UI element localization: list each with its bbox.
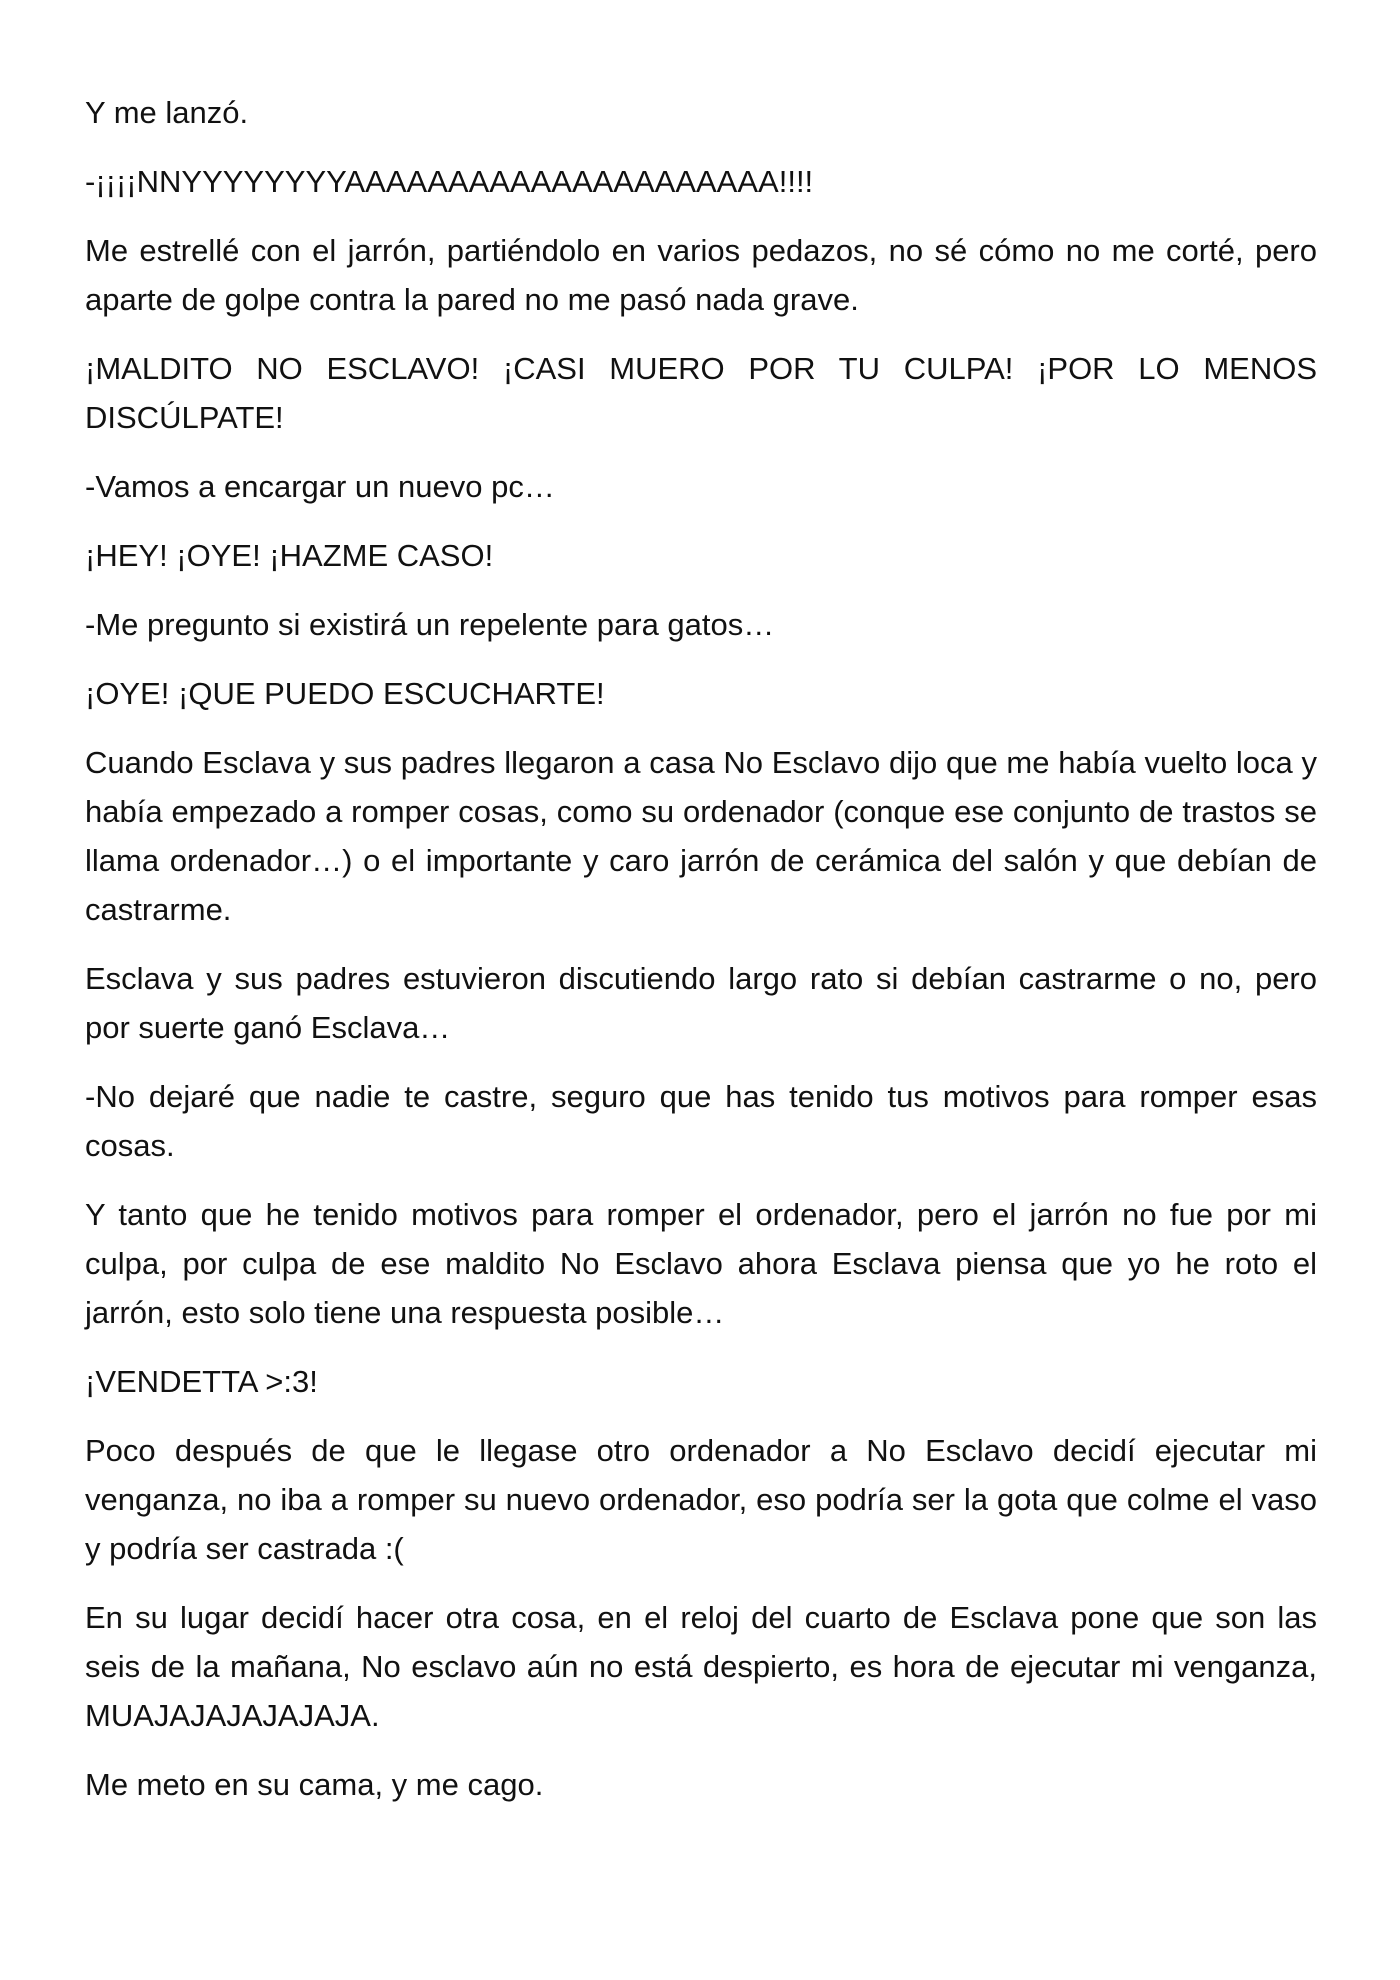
paragraph-9: Cuando Esclava y sus padres llegaron a casa No Esclavo dijo que me había vuelto loca y había empezado a romper cosas, como su ordenador (conque ese conjunto de trastos se llama ordenador…) o el importante y caro jarrón de cerámica del salón y que debían de castrarme.	[85, 745, 1317, 927]
paragraph-7: -Me pregunto si existirá un repelente para gatos…	[85, 607, 775, 642]
paragraph-8: ¡OYE! ¡QUE PUEDO ESCUCHARTE!	[85, 676, 605, 711]
paragraph-6: ¡HEY! ¡OYE! ¡HAZME CASO!	[85, 538, 494, 573]
paragraph-13: ¡VENDETTA >:3!	[85, 1364, 318, 1399]
paragraph-2: -¡¡¡¡NNYYYYYYYYAAAAAAAAAAAAAAAAAAAAA!!!!	[85, 164, 814, 199]
paragraph-10: Esclava y sus padres estuvieron discutiendo largo rato si debían castrarme o no, pero por suerte ganó Esclava…	[85, 961, 1317, 1045]
paragraph-4: ¡MALDITO NO ESCLAVO! ¡CASI MUERO POR TU CULPA! ¡POR LO MENOS DISCÚLPATE!	[85, 351, 1317, 435]
paragraph-16: Me meto en su cama, y me cago.	[85, 1767, 544, 1802]
paragraph-15: En su lugar decidí hacer otra cosa, en el reloj del cuarto de Esclava pone que son las seis de la mañana, No esclavo aún no está despierto, es hora de ejecutar mi venganza, MUAJAJAJAJAJAJA.	[85, 1600, 1317, 1733]
paragraph-3: Me estrellé con el jarrón, partiéndolo en varios pedazos, no sé cómo no me corté, pero aparte de golpe contra la pared no me pasó nada grave.	[85, 233, 1317, 317]
document-page	[85, 88, 1317, 1829]
paragraph-1: Y me lanzó.	[85, 95, 249, 130]
paragraph-12: Y tanto que he tenido motivos para romper el ordenador, pero el jarrón no fue por mi culpa, por culpa de ese maldito No Esclavo ahora Esclava piensa que yo he roto el jarrón, esto solo tiene una respuesta posible…	[85, 1197, 1317, 1330]
paragraph-5: -Vamos a encargar un nuevo pc…	[85, 469, 555, 504]
paragraph-14: Poco después de que le llegase otro ordenador a No Esclavo decidí ejecutar mi venganza, no iba a romper su nuevo ordenador, eso podría ser la gota que colme el vaso y podría ser castrada :(	[85, 1433, 1317, 1566]
paragraph-11: -No dejaré que nadie te castre, seguro que has tenido tus motivos para romper esas cosas.	[85, 1079, 1317, 1163]
